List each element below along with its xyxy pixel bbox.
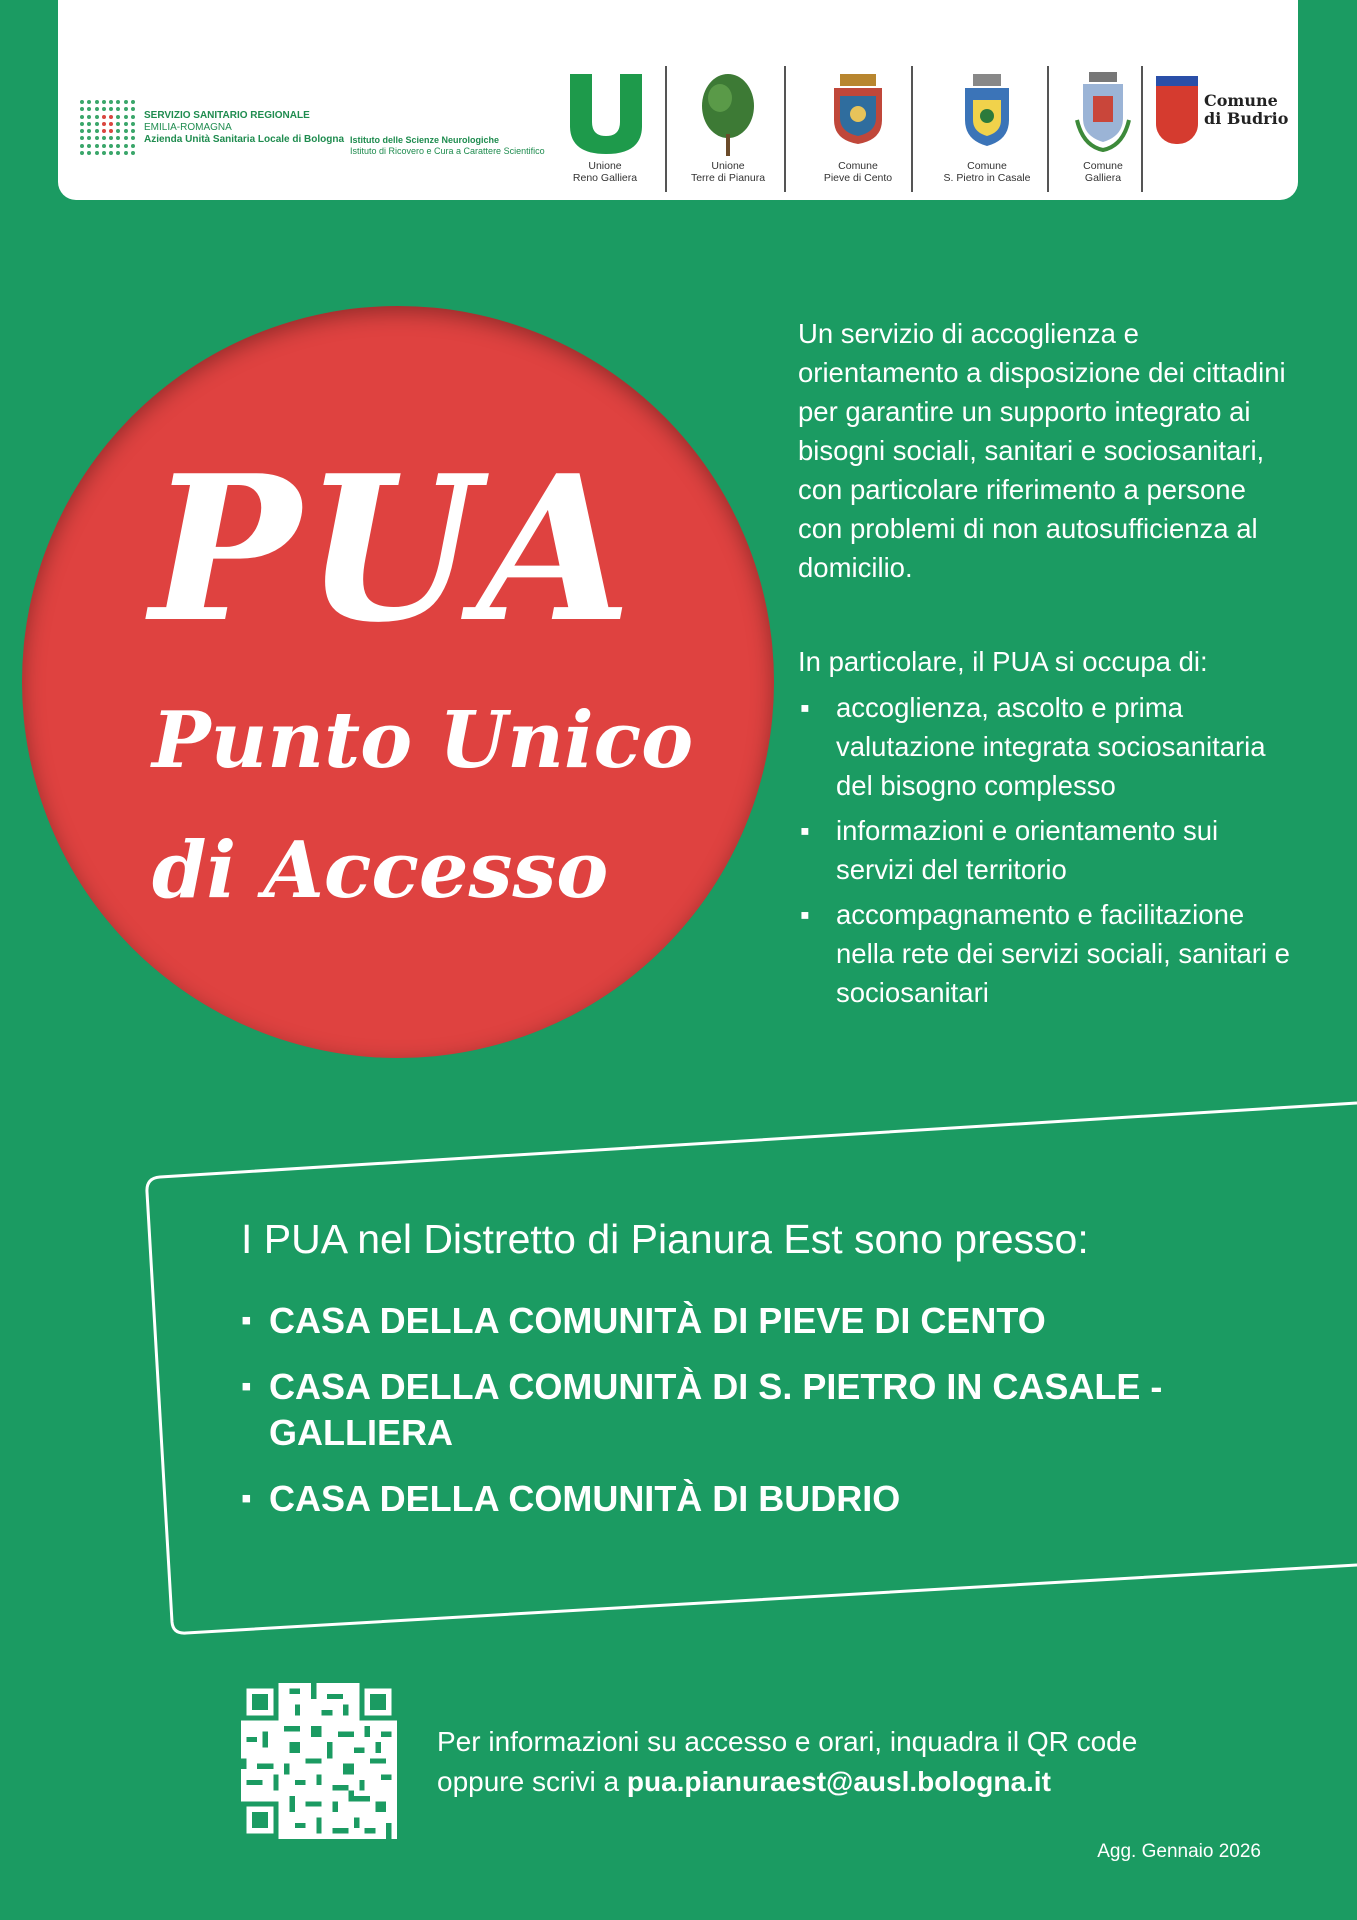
location-text: CASA DELLA COMUNITÀ DI BUDRIO (269, 1478, 901, 1519)
isn-line2: Istituto di Ricovero e Cura a Carattere Scientifico (350, 146, 545, 156)
bullet: ▪ (800, 815, 810, 846)
isn-line1: Istituto delle Scienze Neurologiche (350, 135, 500, 145)
list-item (241, 1298, 1241, 1344)
locations-list (241, 1298, 1241, 1542)
logo-label-line1: Unione (588, 160, 622, 172)
bullet: ▪ (241, 1370, 252, 1403)
list-item (241, 1364, 1249, 1456)
budrio-line2: di Budrio (1204, 109, 1289, 128)
task-text: informazioni e orientamento sui servizi del territorio (836, 815, 1219, 885)
qr-code-icon[interactable] (241, 1683, 397, 1839)
intro-paragraph: Un servizio di accoglienza e orientamento a disposizione dei cittadini per garantire un supporto integrato ai bisogni sociali, sanitari e sociosanitari, con particolare riferimento a persone con problemi di non autosufficienza al domicilio. (798, 318, 1286, 583)
list-item (241, 1476, 1241, 1522)
logo-label-line2: Galliera (1084, 172, 1122, 184)
ssr-line3: Azienda Unità Sanitaria Locale di Bologna (144, 134, 345, 145)
bullet: ▪ (241, 1304, 252, 1337)
contact-line2-text: oppure scrivi a (437, 1766, 627, 1797)
logo-label-line1: Comune (838, 160, 878, 172)
logo-label-line2: S. Pietro in Casale (943, 172, 1031, 184)
ssr-line2: EMILIA-ROMAGNA (144, 122, 232, 133)
ssr-line1: SERVIZIO SANITARIO REGIONALE (144, 110, 310, 121)
bullet: ▪ (800, 692, 810, 723)
task-text: accoglienza, ascolto e prima valutazione integrata sociosanitaria del bisogno complesso (836, 692, 1266, 801)
hero-pua-title: PUA (150, 432, 636, 667)
budrio-line1: Comune (1204, 91, 1278, 110)
logo-label-line1: Unione (711, 160, 745, 172)
locations-title: I PUA nel Distretto di Pianura Est sono presso: (241, 1216, 1089, 1262)
contact-email-link[interactable]: pua.pianuraest@ausl.bologna.it (626, 1766, 1051, 1797)
contact-line2 (437, 1762, 1257, 1802)
location-text: CASA DELLA COMUNITÀ DI PIEVE DI CENTO (269, 1300, 1046, 1341)
bullet: ▪ (241, 1482, 252, 1515)
task-text: accompagnamento e facilitazione nella rete dei servizi sociali, sanitari e sociosanitari (836, 899, 1290, 1008)
logo-label-line2: Pieve di Cento (823, 172, 893, 184)
logo-label-line2: Reno Galliera (572, 172, 638, 184)
location-text: CASA DELLA COMUNITÀ DI S. PIETRO IN CASALE - GALLIERA (269, 1366, 1163, 1453)
bullet: ▪ (800, 899, 810, 930)
tasks-intro: In particolare, il PUA si occupa di: (798, 646, 1208, 677)
hero-subtitle-line2: di Accesso (152, 825, 609, 916)
hero-subtitle-line1: Punto Unico (152, 695, 694, 786)
contact-line1: Per informazioni su accesso e orari, inquadra il QR code (437, 1726, 1138, 1757)
logo-label-line1: Comune (1083, 160, 1123, 172)
logo-label-line1: Comune (967, 160, 1007, 172)
update-date: Agg. Gennaio 2026 (1097, 1841, 1261, 1862)
logo-label-line2: Terre di Pianura (690, 172, 766, 184)
contact-info (437, 1722, 1257, 1802)
